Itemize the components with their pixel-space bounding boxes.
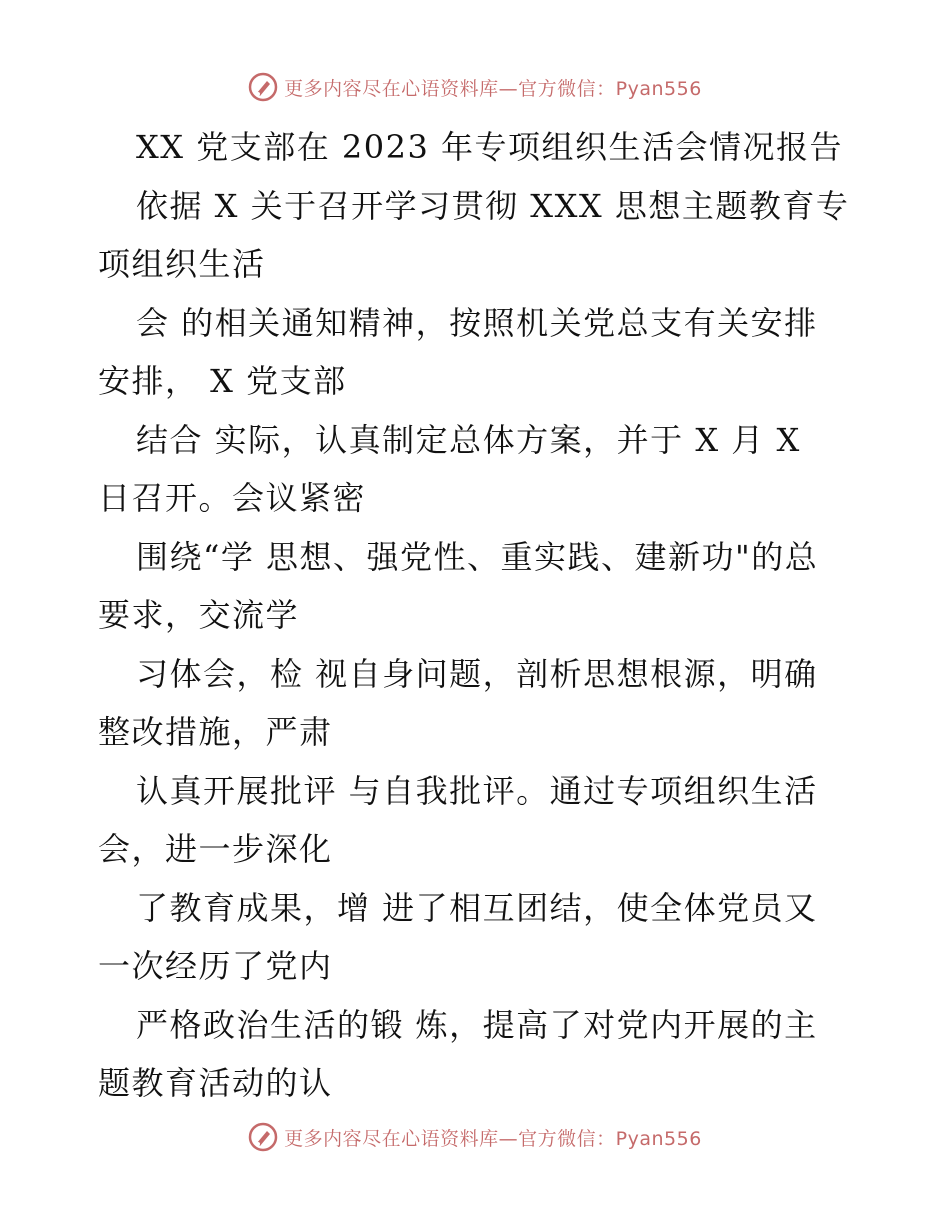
doc-line-1: XX 党支部在 2023 年专项组织生活会情况报告 [136, 128, 844, 166]
doc-line-16: 严格政治生活的锻 炼，提高了对党内开展的主 [136, 1005, 818, 1044]
header-watermark [0, 72, 950, 102]
doc-line-17: 题教育活动的认 [98, 1064, 333, 1102]
doc-line-14: 了教育成果，增 进了相互团结，使全体党员又 [136, 888, 818, 927]
doc-line-9: 要求，交流学 [98, 596, 300, 634]
doc-line-6: 结合 实际，认真制定总体方案，并于 X 月 X [136, 420, 801, 459]
doc-line-8: 围绕“学 思想、强党性、重实践、建新功"的总 [136, 537, 819, 576]
doc-line-4: 会 的相关通知精神，按照机关党总支有关安排 [136, 303, 818, 342]
doc-line-11: 整改措施，严肃 [98, 713, 333, 751]
doc-line-7: 日召开。会议紧密 [98, 479, 367, 517]
doc-line-15: 一次经历了党内 [98, 947, 333, 985]
doc-line-12: 认真开展批评 与自我批评。通过专项组织生活 [136, 771, 818, 810]
doc-line-10: 习体会，检 视自身问题，剖析思想根源，明确 [136, 654, 818, 693]
watermark-text: 更多内容尽在心语资料库—官方微信：Pyan556 [284, 77, 702, 100]
doc-line-2: 依据 X 关于召开学习贯彻 XXX 思想主题教育专 [136, 186, 850, 225]
doc-line-13: 会，进一步深化 [98, 830, 333, 868]
doc-line-5: 安排， X 党支部 [98, 362, 347, 400]
document-body [98, 118, 858, 1113]
watermark-text: 更多内容尽在心语资料库—官方微信：Pyan556 [284, 1127, 702, 1150]
pen-logo-icon [248, 1122, 278, 1152]
pen-logo-icon [248, 72, 278, 102]
footer-watermark [0, 1122, 950, 1152]
doc-line-3: 项组织生活 [98, 245, 266, 283]
